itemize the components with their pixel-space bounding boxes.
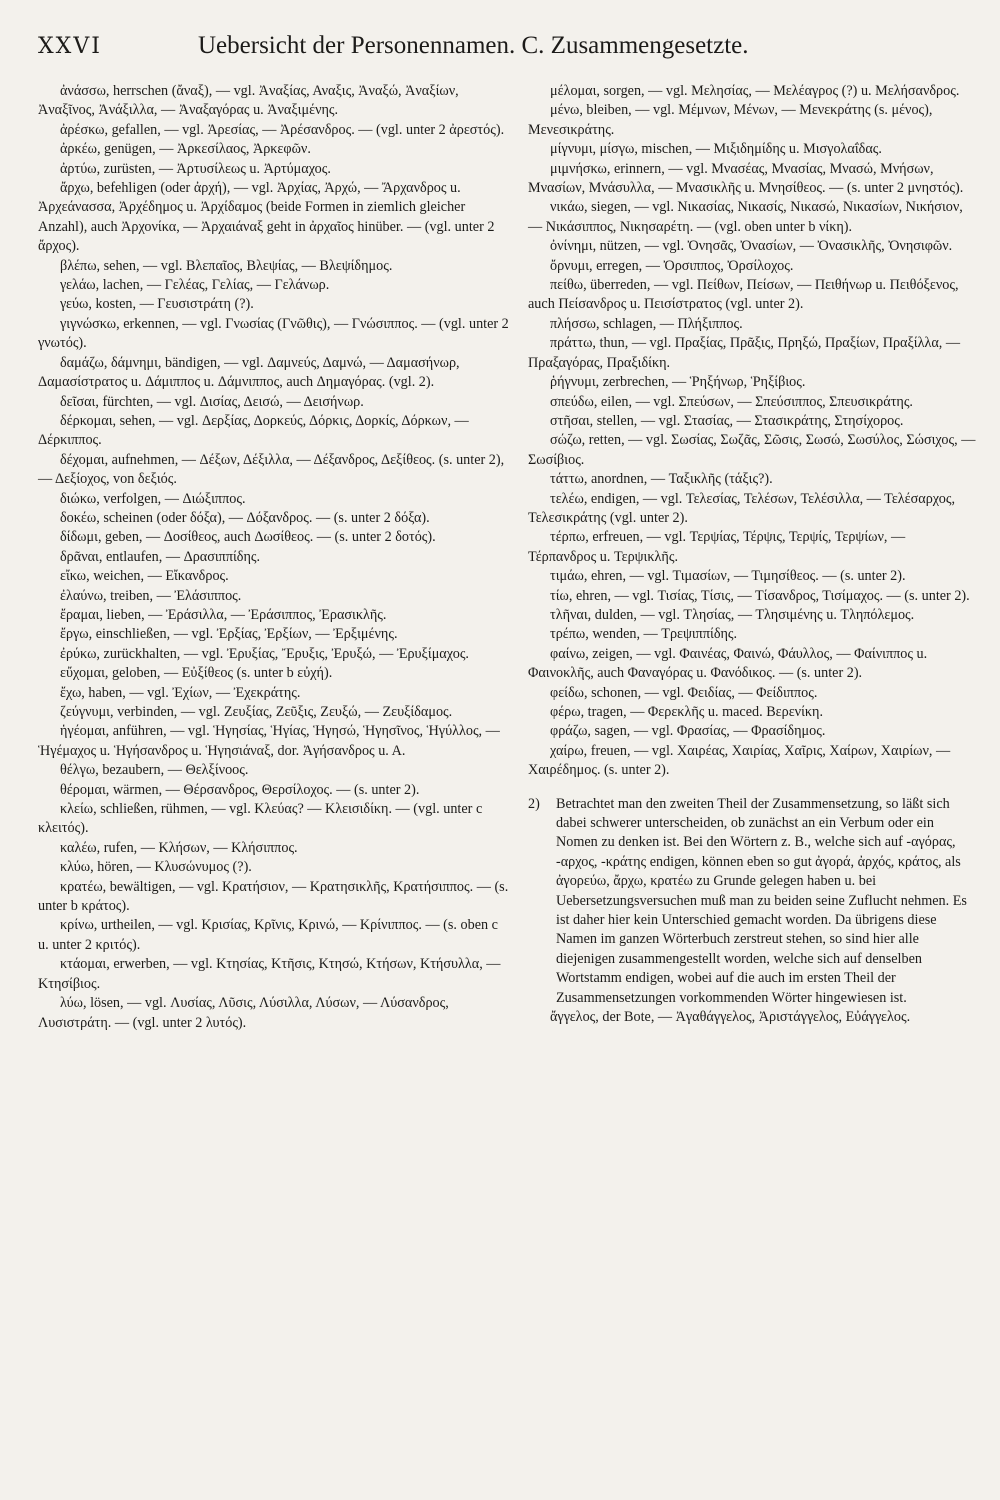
dictionary-entry: χαίρω, freuen, — vgl. Χαιρέας, Χαιρίας, Χαῖρις, Χαίρων, Χαιρίων, — Χαιρέδημος. (s. unter 2). xyxy=(528,742,951,779)
dictionary-entry: κτάομαι, erwerben, — vgl. Κτησίας, Κτῆσις, Κτησώ, Κτήσων, Κτήσυλλα, — Κτησίβιος. xyxy=(38,956,501,992)
dictionary-entry: δαμάζω, δάμνημι, bändigen, — vgl. Δαμνεύς, Δαμνώ, — Δαμασήνωρ, Δαμασίστρατος u. Δάμιππος u. Δάμνιππος, auch Δημαγόρας. (vgl. 2). xyxy=(38,354,460,391)
dictionary-entry: τέρπω, erfreuen, — vgl. Τερψίας, Τέρψις, Τερψίς, Τερψίων, — Τέρπανδρος u. Τερψικλῆς. xyxy=(528,529,906,565)
dictionary-entry: δοκέω, scheinen (oder δόξα), — Δόξανδρος. — (s. unter 2 δόξα). xyxy=(60,509,430,526)
dictionary-entry: κρίνω, urtheilen, — vgl. Κρισίας, Κρῖνις, Κρινώ, — Κρίνιππος. — (s. oben c u. unter 2 κριτός). xyxy=(38,917,498,953)
dictionary-entry: τιμάω, ehren, — vgl. Τιμασίων, — Τιμησίθεος. — (s. unter 2). xyxy=(550,568,906,585)
left-column xyxy=(38,82,510,1033)
dictionary-entry: ἐρύκω, zurückhalten, — vgl. Ἐρυξίας, Ἔρυξις, Ἐρυξώ, — Ἐρυξίμαχος. xyxy=(60,645,469,662)
dictionary-entry: ζεύγνυμι, verbinden, — vgl. Ζευξίας, Ζεῦξις, Ζευξώ, — Ζευξίδαμος. xyxy=(60,704,453,720)
dictionary-entry: πράττω, thun, — vgl. Πραξίας, Πρᾶξις, Πρηξώ, Πραξίων, Πραξίλλα, — Πραξαγόρας, Πραξιδίκη. xyxy=(528,335,961,371)
dictionary-entry: γιγνώσκω, erkennen, — vgl. Γνωσίας (Γνῶθις), — Γνώσιππος. — (vgl. unter 2 γνωτός). xyxy=(38,315,509,352)
dictionary-entry: ἡγέομαι, anführen, — vgl. Ἡγησίας, Ἡγίας, Ἡγησώ, Ἡγησῖνος, Ἡγύλλος, — Ἡγέμαχος u. Ἡγήσανδρος u. Ἡγησιάναξ, dor. Ἀγήσανδρος u. A. xyxy=(38,723,500,759)
dictionary-entry: φέρω, tragen, — Φερεκλῆς u. maced. Βερενίκη. xyxy=(550,704,824,720)
dictionary-entry: ἀρέσκω, gefallen, — vgl. Ἀρεσίας, — Ἀρέσανδρος. — (vgl. unter 2 ἀρεστός). xyxy=(60,121,505,138)
page-header xyxy=(38,30,973,78)
dictionary-entry: τρέπω, wenden, — Τρεψιππίδης. xyxy=(550,626,738,643)
dictionary-entry: ἔργω, einschließen, — vgl. Ἐρξίας, Ἐρξίων, — Ἐρξιμένης. xyxy=(60,626,398,643)
dictionary-entry: κλύω, hören, — Κλυσώνυμος (?). xyxy=(60,859,252,876)
note-text: Betrachtet man den zweiten Theil der Zusammensetzung, so läßt sich dabei schwerer unterscheiden, ob zunächst an ein Verbum oder ein Nomen zu denken ist. Bei den Wörtern z. B., welche sich auf -αγόρας, -αρχος, -κράτης endigen, können eben so gut ἀγορά, ἀρχός, κράτος, als ἀγορεύω, ἄρχω, κρατέω zu Grunde gelegen haben u. bei Uebersetzungsversuchen muß man zu beiden seine Zuflucht nehmen. Es ist daher hier kein Unterschied gemacht worden. Da übrigens diese Namen im ganzen Wörterbuch zerstreut stehen, so sind hier alle diejenigen zusammengestellt worden, welche sich auf denselben Wortstamm endigen, wobei auf die auch im ersten Theil der Zusammensetzungen vorkommenden Wörter hingewiesen ist. xyxy=(556,795,967,1006)
page-number: XXVI xyxy=(38,34,102,59)
note-number: 2) xyxy=(528,795,540,812)
dictionary-entry: τίω, ehren, — vgl. Τισίας, Τίσις, — Τίσανδρος, Τισίμαχος. — (s. unter 2). xyxy=(550,587,970,604)
dictionary-entry: γεύω, kosten, — Γευσιστράτη (?). xyxy=(60,296,254,313)
right-column xyxy=(528,82,976,1028)
dictionary-entry: τελέω, endigen, — vgl. Τελεσίας, Τελέσων, Τελέσιλλα, — Τελέσαρχος, Τελεσικράτης (vgl. unter 2). xyxy=(528,490,956,526)
dictionary-entry: καλέω, rufen, — Κλήσων, — Κλήσιππος. xyxy=(60,839,298,856)
dictionary-entry: ἀρκέω, genügen, — Ἀρκεσίλαος, Ἀρκεφῶν. xyxy=(60,141,311,158)
dictionary-entry: πείθω, überreden, — vgl. Πείθων, Πείσων, — Πειθήνωρ u. Πειθόξενος, auch Πείσανδρος u. Πεισίστρατος (vgl. unter 2). xyxy=(528,277,959,313)
dictionary-entry: φαίνω, zeigen, — vgl. Φαινέας, Φαινώ, Φάυλλος, — Φαίνιππος u. Φαινοκλῆς, auch Φαναγόρας u. Φανόδικος. — (s. unter 2). xyxy=(528,645,928,682)
dictionary-entry: θέλγω, bezaubern, — Θελξίνοος. xyxy=(60,762,249,779)
dictionary-entry: ἔχω, haben, — vgl. Ἐχίων, — Ἐχεκράτης. xyxy=(60,684,301,701)
dictionary-entry: δέρκομαι, sehen, — vgl. Δερξίας, Δορκεύς, Δόρκις, Δορκίς, Δόρκων, — Δέρκιππος. xyxy=(38,412,469,449)
dictionary-entry: σπεύδω, eilen, — vgl. Σπεύσων, — Σπεύσιππος, Σπευσικράτης. xyxy=(550,393,913,410)
dictionary-entry: τλῆναι, dulden, — vgl. Τλησίας, — Τλησιμένης u. Τληπόλεμος. xyxy=(550,606,915,623)
dictionary-entry: κλείω, schließen, rühmen, — vgl. Κλεύας? — Κλεισιδίκη. — (vgl. unter c κλειτός). xyxy=(38,801,483,837)
dictionary-entry: βλέπω, sehen, — vgl. Βλεπαῖος, Βλεψίας, — Βλεψίδημος. xyxy=(60,257,393,274)
dictionary-entry: νικάω, siegen, — vgl. Νικασίας, Νικασίς, Νικασώ, Νικασίων, Νικήσιον, — Νικάσιππος, Νικησαρέτη. — (vgl. oben unter b νίκη). xyxy=(528,199,963,235)
dictionary-entry: πλήσσω, schlagen, — Πλήξιππος. xyxy=(550,315,743,332)
right-entries xyxy=(528,82,976,781)
dictionary-entry: μίγνυμι, μίσγω, mischen, — Μιξιδημίδης u. Μισγολαΐδας. xyxy=(550,141,882,158)
dictionary-entry: ὄρνυμι, erregen, — Ὀρσιππος, Ὀρσίλοχος. xyxy=(550,257,794,274)
dictionary-entry: ἔραμαι, lieben, — Ἐράσιλλα, — Ἐράσιππος, Ἐρασικλῆς. xyxy=(60,606,387,623)
dictionary-entry: ῥήγνυμι, zerbrechen, — Ῥηξήνωρ, Ῥηξίβιος. xyxy=(550,374,806,391)
dictionary-entry: λύω, lösen, — vgl. Λυσίας, Λῦσις, Λύσιλλα, Λύσων, — Λύσανδρος, Λυσιστράτη. — (vgl. unter 2 λυτός). xyxy=(38,995,449,1031)
dictionary-entry: σώζω, retten, — vgl. Σωσίας, Σωζᾶς, Σῶσις, Σωσώ, Σωσύλος, Σώσιχος, — Σωσίβιος. xyxy=(528,432,976,468)
dictionary-entry: τάττω, anordnen, — Ταξικλῆς (τάξις?). xyxy=(550,471,773,488)
dictionary-entry: διώκω, verfolgen, — Διώξιππος. xyxy=(60,490,246,507)
page-title: Uebersicht der Personennamen. C. Zusammengesetzte. xyxy=(198,32,749,59)
dictionary-entry: φράζω, sagen, — vgl. Φρασίας, — Φρασίδημος. xyxy=(550,723,826,740)
dictionary-entry: γελάω, lachen, — Γελέας, Γελίας, — Γελάνωρ. xyxy=(60,277,330,294)
dictionary-entry: μιμνήσκω, erinnern, — vgl. Μνασέας, Μνασίας, Μνασώ, Μνήσων, Μνασίων, Μνάσυλλα, — Μνασικλῆς u. Μνησίθεος. — (s. unter 2 μνηστός). xyxy=(528,160,964,197)
dictionary-entry: φείδω, schonen, — vgl. Φειδίας, — Φείδιππος. xyxy=(550,684,818,701)
note-section xyxy=(528,795,976,1008)
dictionary-entry: στῆσαι, stellen, — vgl. Στασίας, — Στασικράτης, Στησίχορος. xyxy=(550,412,904,429)
note-tail-entry: ἄγγελος, der Bote, — Ἀγαθάγγελος, Ἀριστάγγελος, Εὐάγγελος. xyxy=(550,1009,911,1026)
dictionary-entry: δίδωμι, geben, — Δοσίθεος, auch Δωσίθεος. — (s. unter 2 δοτός). xyxy=(60,529,436,546)
dictionary-entry: δεῖσαι, fürchten, — vgl. Δισίας, Δεισώ, — Δεισήνωρ. xyxy=(60,393,364,410)
dictionary-entry: μέλομαι, sorgen, — vgl. Μελησίας, — Μελέαγρος (?) u. Μελήσανδρος. xyxy=(550,83,960,99)
dictionary-entry: δέχομαι, aufnehmen, — Δέξων, Δέξιλλα, — Δέξανδρος, Δεξίθεος. (s. unter 2), — Δεξίοχος, von δεξιός. xyxy=(38,451,505,488)
dictionary-entry: κρατέω, bewältigen, — vgl. Κρατήσιον, — Κρατησικλῆς, Κρατήσιππος. — (s. unter b κράτος). xyxy=(38,878,509,915)
dictionary-entry: μένω, bleiben, — vgl. Μέμνων, Μένων, — Μενεκράτης (s. μένος), Μενεσικράτης. xyxy=(528,102,933,138)
dictionary-entry: εὔχομαι, geloben, — Εὐξίθεος (s. unter b εὐχή). xyxy=(60,665,333,682)
dictionary-entry: ὀνίνημι, nützen, — vgl. Ὀνησᾶς, Ὀνασίων, — Ὀνασικλῆς, Ὀνησιφῶν. xyxy=(550,238,953,255)
dictionary-entry: θέρομαι, wärmen, — Θέρσανδρος, Θερσίλοχος. — (s. unter 2). xyxy=(60,781,420,798)
dictionary-entry: ἀρτύω, zurüsten, — Ἀρτυσίλεως u. Ἀρτύμαχος. xyxy=(60,160,331,177)
dictionary-entry: ἄρχω, befehligen (oder ἀρχή), — vgl. Ἀρχίας, Ἀρχώ, — Ἄρχανδρος u. Ἀρχεάνασσα, Ἀρχέδημος u. Ἀρχίδαμος (beide Formen in ziemlich gleicher Anzahl), auch Ἀρχονίκα, — Ἀρχαιάναξ geht in ἀρχαῖος hinüber. — (vgl. unter 2 ἄρχος). xyxy=(38,180,495,255)
dictionary-entry: ἐλαύνω, treiben, — Ἐλάσιππος. xyxy=(60,587,242,604)
dictionary-entry: ἀνάσσω, herrschen (ἄναξ), — vgl. Ἀναξίας, Αναξις, Ἀναξώ, Ἀναξίων, Ἀναξῖνος, Ἀνάξιλλα, — Ἀναξαγόρας u. Ἀναξιμένης. xyxy=(38,83,459,119)
dictionary-entry: δρᾶναι, entlaufen, — Δρασιππίδης. xyxy=(60,548,261,565)
dictionary-entry: εἴκω, weichen, — Εἴκανδρος. xyxy=(60,568,229,585)
